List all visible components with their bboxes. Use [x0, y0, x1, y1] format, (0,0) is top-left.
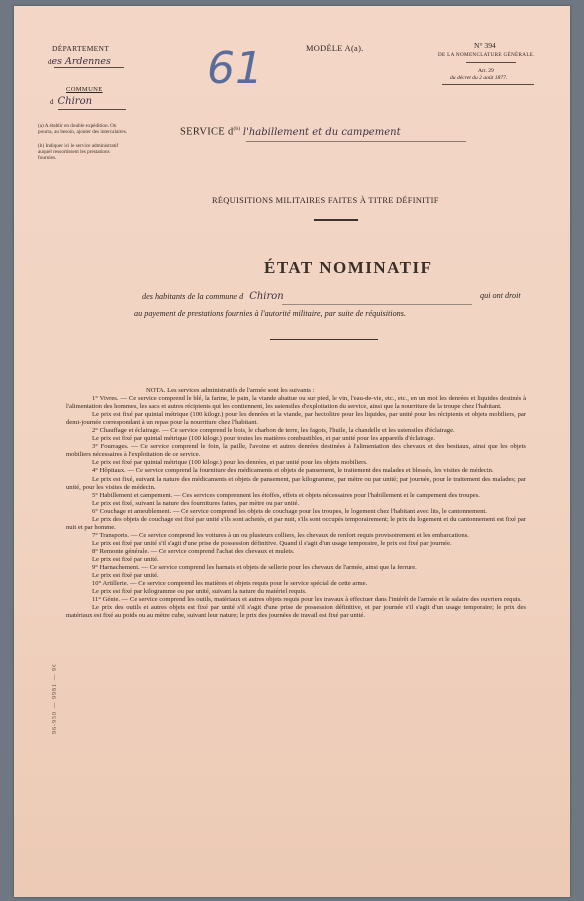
note-item: Le prix est fixé par unité s'il s'agit d'une prise de possession définitive. Quand il s'agit d'un usage temporaire, le prix est fixé par journée.: [92, 539, 452, 547]
intro-after: qui ont droit: [480, 291, 521, 300]
handwritten-number: 61: [207, 43, 263, 94]
subtitle-rule: [314, 219, 358, 221]
note-item: 8° Remonte générale. — Ce service comprend l'achat des chevaux et mulets.: [92, 547, 295, 555]
note-item: 6° Couchage et ameublement. — Ce service comprend les objets de couchage pour les troupes, le logement chez l'habitant avec lits, le cantonnement.: [92, 507, 487, 515]
nomenclature-number: N° 394: [474, 41, 496, 50]
decret-rule: [442, 84, 534, 85]
modele-label: MODÈLE A(a).: [306, 44, 364, 53]
nomenclature-rule: [466, 62, 516, 63]
notes-intro: NOTA. Les services administratifs de l'armée sont les suivants :: [146, 387, 315, 394]
printer-mark: 96-950 — 9981 — 9¢: [52, 663, 58, 734]
service-note-ref: (b): [233, 126, 240, 132]
intro-before: des habitants de la commune d: [142, 292, 244, 301]
note-item: 4° Hôpitaux. — Ce service comprend la fourniture des médicaments et objets de pansement, le traitement des malades et blessés, les visites de médecin.: [92, 467, 494, 475]
note-item: 11° Génie. — Ce service comprend les outils, matériaux et autres objets requis pour les travaux à effectuer dans l'intérêt de l'armée et le salaire des ouvriers requis.: [92, 596, 522, 604]
departement-prefix: d: [48, 58, 52, 66]
note-item: Le prix des outils et autres objets est fixé par unité s'il s'agit d'une prise de possession définitive, et par journée s'il s'agit d'un usage temporaire; le prix des matériaux est fixé au poids ou au mètre cube, suivant leur nature; le prix des journées de travail est fixé par unité.: [66, 604, 526, 620]
departement-line: [48, 56, 111, 67]
note-item: Le prix est fixé par quintal métrique (100 kilogr.) pour les denrées, et par unité pour les objets mobiliers.: [92, 459, 368, 467]
departement-value: es Ardennes: [51, 56, 111, 67]
commune-line: [50, 96, 92, 107]
note-item: 1° Vivres. — Ce service comprend le blé, la farine, le pain, la viande abattue ou sur pied, le vin, l'eau-de-vie, etc., etc., en un mot les denrées et liquides destinés à l'alimentation des hommes, les sacs et autres récipients qui les contiennent, les ustensiles d'exploitation du service, ainsi que la nourriture de la troupe chez l'habitant.: [66, 395, 526, 411]
note-item: Le prix est fixé par kilogramme ou par unité, suivant la nature du matériel requis.: [92, 588, 307, 596]
nomenclature-label: DE LA NOMENCLATURE GÉNÉRALE.: [438, 52, 535, 58]
intro-commune: Chiron: [249, 291, 284, 302]
departement-underline: [54, 67, 124, 68]
intro-underline: [282, 304, 472, 305]
commune-value: Chiron: [57, 96, 93, 107]
intro-line-2: au payement de prestations fournies à l'autorité militaire, par suite de réquisitions.: [134, 309, 406, 318]
note-item: Le prix est fixé, suivant la nature des fournitures faites, par mètre ou par unité.: [92, 499, 300, 507]
note-item: Le prix est fixé par quintal métrique (100 kilogr.) pour toutes les matières combustibles, et par unité pour les appareils d'éclairage.: [92, 435, 436, 443]
notes-block: [66, 387, 526, 620]
note-item: 5° Habillement et campement. — Ces services comprennent les étoffes, effets et objets nécessaires pour l'habillement et le campement des troupes.: [92, 491, 480, 499]
requisitions-subtitle: RÉQUISITIONS MILITAIRES FAITES À TITRE DÉFINITIF: [212, 196, 439, 205]
note-item: Le prix est fixé, suivant la nature des médicaments et objets de pansement, par kilogramme, par mètre ou par unité; par journée, pour le traitement des malades; par unité, pour les visites de médecin.: [66, 475, 526, 491]
note-item: Le prix des objets de couchage est fixé par unité s'ils sont achetés, et par nuit, s'ils sont occupés temporairement; le prix du logement et du cantonnement est fixé par nuit et par homme.: [66, 515, 526, 531]
commune-label: COMMUNE: [66, 86, 103, 93]
commune-underline: [58, 109, 126, 110]
note-item: Le prix est fixé par unité.: [92, 555, 159, 563]
page-title: ÉTAT NOMINATIF: [264, 258, 433, 277]
note-item: 9° Harnachement. — Ce service comprend les harnais et objets de sellerie pour les chevaux de l'armée, ainsi que la ferrure.: [92, 564, 417, 572]
margin-note-b: (b) Indiquer ici le service administratif auquel ressortissent les prestations fournies.: [38, 143, 119, 161]
commune-prefix: d: [50, 98, 54, 106]
note-item: Le prix est fixé par quintal métrique (100 kilogr.) pour les denrées et la viande, par hectolitre pour les liquides, par unité pour les récipients et objets mobiliers, par demi-journée correspondant à un repas pour la nourriture chez l'habitant.: [66, 411, 526, 427]
note-item: 2° Chauffage et éclairage. — Ce service comprend le bois, le charbon de terre, les fagots, l'huile, la chandelle et les ustensiles d'éclairage.: [92, 427, 455, 435]
service-label: SERVICE d: [180, 126, 234, 138]
intro-line-1: [142, 291, 284, 302]
service-value: l'habillement et du campement: [242, 126, 401, 138]
departement-label: DÉPARTEMENT: [52, 44, 110, 53]
document-page: [14, 6, 570, 897]
decret-label: du décret du 2 août 1877.: [450, 75, 508, 81]
note-item: Le prix est fixé par unité.: [92, 572, 159, 580]
note-item: 10° Artillerie. — Ce service comprend les matières et objets requis pour le service spécial de cette arme.: [92, 580, 368, 588]
service-underline: [246, 141, 466, 142]
note-item: 7° Transports. — Ce service comprend les voitures à un ou plusieurs colliers, les chevaux de renfort requis provisoirement et les embarcations.: [92, 531, 469, 539]
intro-rule: [270, 339, 378, 340]
note-item: 3° Fourrages. — Ce service comprend le foin, la paille, l'avoine et autres denrées destinées à l'alimentation des chevaux et des bestiaux, ainsi que les objets mobiliers nécessaires à l'exploitation de ce service.: [66, 443, 526, 459]
art-label: Art. 29: [478, 68, 494, 74]
service-line: [180, 126, 401, 138]
margin-note-a: (a) A établir en double expédition. On pourra, au besoin, ajouter des intercalaires.: [38, 123, 128, 135]
